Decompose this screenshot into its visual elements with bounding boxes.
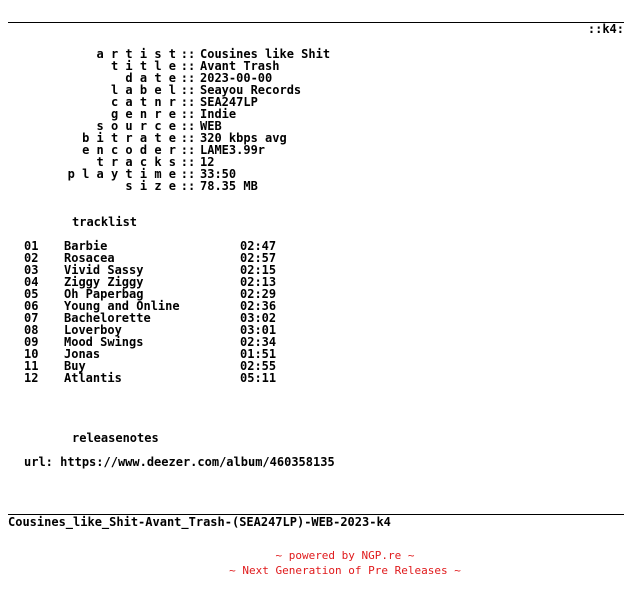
track-title: Loverboy	[64, 323, 122, 337]
track-no: 01	[24, 239, 39, 253]
footer-powered-by: ~ powered by NGP.re ~	[275, 549, 415, 562]
track-title: Oh Paperbag	[64, 287, 144, 301]
info-separator: ::	[180, 47, 196, 61]
info-value: SEA247LP	[200, 95, 258, 109]
info-value: 78.35 MB	[200, 179, 258, 193]
track-title: Jonas	[64, 347, 101, 361]
info-key: s o u r c e	[96, 119, 176, 133]
track-time: 02:13	[240, 275, 277, 289]
track-no: 10	[24, 347, 39, 361]
info-separator: ::	[180, 155, 196, 169]
info-key: d a t e	[125, 71, 176, 85]
info-key: b i t r a t e	[82, 131, 176, 145]
info-separator: ::	[180, 167, 196, 181]
track-time: 02:57	[240, 251, 277, 265]
release-name: Cousines_like_Shit-Avant_Trash-(SEA247LP)-WEB-2023-k4	[8, 515, 391, 529]
track-no: 12	[24, 371, 39, 385]
info-key: g e n r e	[110, 107, 176, 121]
track-no: 07	[24, 311, 39, 325]
track-no: 11	[24, 359, 39, 373]
info-value: 2023-00-00	[200, 71, 273, 85]
info-key: l a b e l	[110, 83, 176, 97]
info-value: WEB	[200, 119, 222, 133]
footer-tagline: ~ Next Generation of Pre Releases ~	[229, 564, 461, 577]
release-url[interactable]: https://www.deezer.com/album/460358135	[60, 455, 335, 469]
info-key: p l a y t i m e	[67, 167, 176, 181]
info-key: t i t l e	[110, 59, 176, 73]
track-no: 08	[24, 323, 39, 337]
track-no: 05	[24, 287, 39, 301]
info-separator: ::	[180, 71, 196, 85]
info-value: Indie	[200, 107, 237, 121]
track-time: 02:55	[240, 359, 277, 373]
info-key: c a t n r	[110, 95, 176, 109]
tracklist-heading: tracklist	[72, 215, 138, 229]
info-key: t r a c k s	[96, 155, 176, 169]
info-separator: ::	[180, 143, 196, 157]
track-time: 03:02	[240, 311, 277, 325]
track-time: 02:47	[240, 239, 277, 253]
track-no: 02	[24, 251, 39, 265]
info-separator: ::	[180, 179, 196, 193]
track-row	[24, 372, 300, 384]
footer	[0, 548, 632, 578]
track-title: Rosacea	[64, 251, 115, 265]
track-time: 02:36	[240, 299, 277, 313]
info-separator: ::	[180, 131, 196, 145]
track-time: 02:15	[240, 263, 277, 277]
info-separator: ::	[180, 119, 196, 133]
info-value: LAME3.99r	[200, 143, 266, 157]
track-time: 02:29	[240, 287, 277, 301]
track-title: Barbie	[64, 239, 108, 253]
info-key: a r t i s t	[96, 47, 176, 61]
info-key: s i z e	[125, 179, 176, 193]
info-separator: ::	[180, 95, 196, 109]
track-time: 02:34	[240, 335, 277, 349]
track-title: Vivid Sassy	[64, 263, 144, 277]
track-time: 05:11	[240, 371, 277, 385]
info-key: e n c o d e r	[82, 143, 176, 157]
track-title: Ziggy Ziggy	[64, 275, 144, 289]
info-value: Seayou Records	[200, 83, 302, 97]
top-divider	[8, 22, 624, 23]
info-value: 320 kbps avg	[200, 131, 287, 145]
info-value: Avant Trash	[200, 59, 280, 73]
track-no: 09	[24, 335, 39, 349]
info-separator: ::	[180, 59, 196, 73]
release-url-line	[24, 456, 335, 468]
track-title: Bachelorette	[64, 311, 151, 325]
track-time: 03:01	[240, 323, 277, 337]
track-title: Young and Online	[64, 299, 180, 313]
info-separator: ::	[180, 107, 196, 121]
release-info	[8, 48, 330, 192]
track-no: 06	[24, 299, 39, 313]
info-value: 12	[200, 155, 215, 169]
track-no: 03	[24, 263, 39, 277]
track-time: 01:51	[240, 347, 277, 361]
url-label: url:	[24, 455, 53, 469]
group-tag: ::k4:	[587, 22, 624, 36]
track-title: Buy	[64, 359, 86, 373]
info-value: Cousines like Shit	[200, 47, 331, 61]
info-value: 33:50	[200, 167, 237, 181]
releasenotes-heading: releasenotes	[72, 431, 159, 445]
info-separator: ::	[180, 83, 196, 97]
track-title: Atlantis	[64, 371, 122, 385]
tracklist	[24, 240, 300, 384]
track-title: Mood Swings	[64, 335, 144, 349]
track-no: 04	[24, 275, 39, 289]
info-row	[8, 180, 330, 192]
